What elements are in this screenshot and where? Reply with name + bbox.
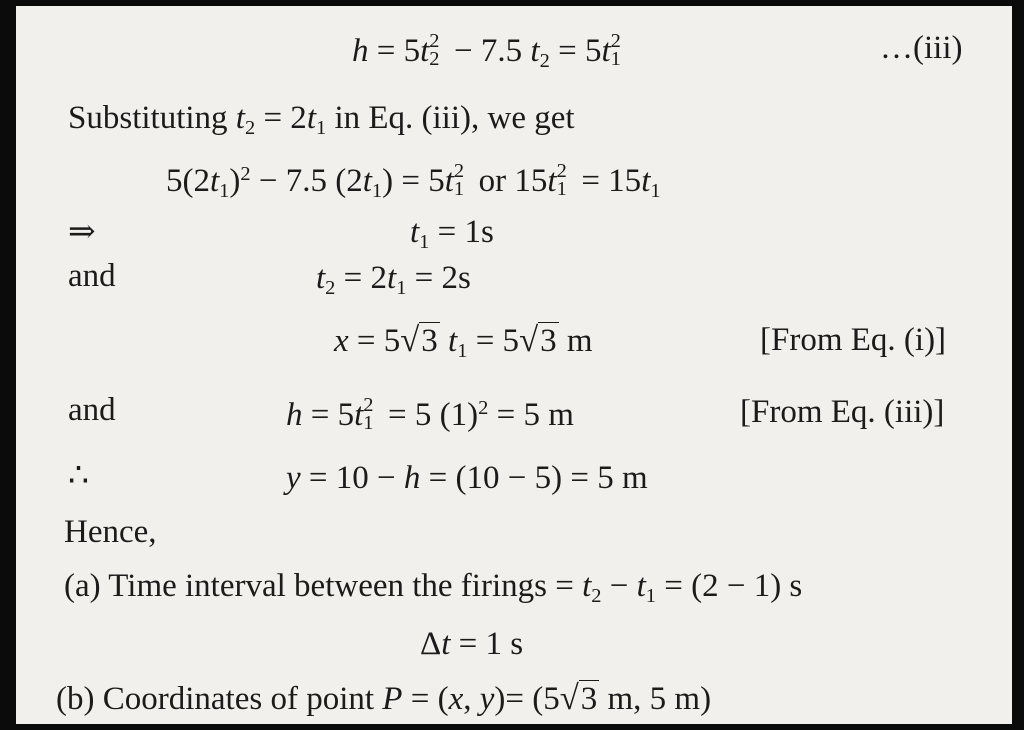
x-result: x = 5√3 $t_1 = 5√3$ m xyxy=(334,321,593,363)
t2-result: $t_2 = 2t_1 = 2s$ xyxy=(316,260,471,300)
expansion-line: $5(2t_1)^2 - 7.5$ $(2t_1) = 5t$ 2 1 or 15t 2 1 = $15t_1$ xyxy=(166,159,661,203)
answer-b: (b) Coordinates of point P = (x, y)= (5√3 m, 5 m) xyxy=(56,679,712,717)
equation-tag: …(iii) xyxy=(880,30,963,66)
h-result: h = 5t 2 1 = 5 $(1)^2 = 5$ m xyxy=(286,393,574,435)
implies-symbol: ⇒ xyxy=(68,214,96,250)
substituting-line: Substituting $t_2 = 2t_1$ in Eq. (iii), we get xyxy=(68,100,575,140)
y-result: y = 10 − h = (10 − 5) = 5 m xyxy=(286,460,648,496)
answer-a: (a) Time interval between the firings = $t_2 - t_1 = (2 - 1)$ s xyxy=(64,568,803,608)
solution-page xyxy=(16,6,1012,724)
and-label-1: and xyxy=(68,258,116,294)
ref-eq-iii: [From Eq. (iii)] xyxy=(740,394,945,430)
t1-result: $t_1 = 1s$ xyxy=(410,214,494,254)
and-label-2: and xyxy=(68,392,116,428)
hence-label: Hence, xyxy=(64,514,157,550)
equation-h: h = 5t 2 2 − 7.5 $t_2 = 5t$ 2 1 xyxy=(352,29,621,73)
delta-t-result: Δt = 1 s xyxy=(420,626,524,662)
ref-eq-i: [From Eq. (i)] xyxy=(760,322,947,358)
therefore-symbol: ∴ xyxy=(68,458,89,494)
